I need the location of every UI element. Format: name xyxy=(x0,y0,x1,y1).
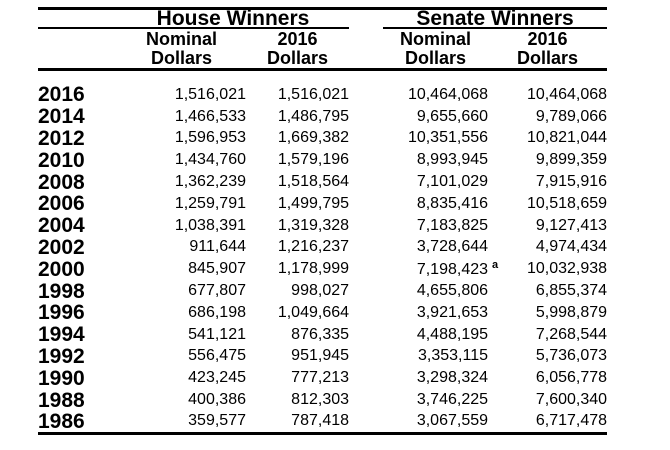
footnote-marker: a xyxy=(492,259,499,272)
senate-nominal-value xyxy=(383,215,488,237)
gap-cell xyxy=(349,367,383,389)
house-2016-text: 1,486,795 xyxy=(277,107,350,125)
table-row xyxy=(38,171,607,193)
table-row xyxy=(38,389,607,411)
senate-2016-value xyxy=(488,324,607,346)
house-nominal-text: 1,362,239 xyxy=(174,173,246,191)
senate-2016-text: 9,789,066 xyxy=(535,107,608,125)
house-2016-value xyxy=(246,237,349,259)
senate-nominal-value xyxy=(383,106,488,128)
senate-nominal-value xyxy=(383,411,488,434)
house-2016-value xyxy=(246,302,349,324)
row-year-label: 1998 xyxy=(38,279,85,303)
gap-cell xyxy=(349,411,383,434)
house-2016-text: 812,303 xyxy=(291,391,350,409)
house-nominal-value xyxy=(117,128,246,150)
house-nominal-header-dollars: Dollars xyxy=(117,48,246,69)
table-row xyxy=(38,106,607,128)
gap-cell xyxy=(349,302,383,324)
house-nominal-text: 686,198 xyxy=(188,303,246,321)
gap-cell xyxy=(349,48,383,69)
spacer-cell xyxy=(38,69,607,84)
gap-cell xyxy=(349,346,383,368)
senate-2016-text: 10,464,068 xyxy=(526,85,608,103)
house-nominal-text: 541,121 xyxy=(188,325,246,343)
house-2016-value xyxy=(246,346,349,368)
senate-2016-text: 6,855,374 xyxy=(535,282,608,300)
spacer-row xyxy=(38,69,607,84)
senate-2016-header-dollars: Dollars xyxy=(488,48,607,69)
house-nominal-value xyxy=(117,106,246,128)
house-nominal-value xyxy=(117,367,246,389)
house-2016-text: 777,213 xyxy=(291,369,350,387)
group-header-row xyxy=(38,9,607,29)
year-column-header-blank xyxy=(38,9,117,29)
house-2016-value xyxy=(246,215,349,237)
row-year-label: 2010 xyxy=(38,148,85,172)
table-row xyxy=(38,367,607,389)
senate-nominal-text: 4,488,195 xyxy=(416,325,489,343)
house-nominal-value xyxy=(117,411,246,434)
house-nominal-value xyxy=(117,171,246,193)
house-nominal-text: 677,807 xyxy=(188,282,246,300)
senate-2016-value xyxy=(488,237,607,259)
row-year-label: 1996 xyxy=(38,301,85,325)
senate-nominal-value xyxy=(383,193,488,215)
house-2016-text: 787,418 xyxy=(291,412,350,430)
house-nominal-text: 1,596,953 xyxy=(174,129,246,147)
house-nominal-value xyxy=(117,84,246,106)
house-nominal-value xyxy=(117,237,246,259)
house-nominal-text: 556,475 xyxy=(188,347,246,365)
senate-2016-text: 5,736,073 xyxy=(535,347,608,365)
house-nominal-text: 911,644 xyxy=(189,238,246,256)
house-2016-text: 876,335 xyxy=(291,325,350,343)
house-nominal-text: 1,516,021 xyxy=(174,85,246,103)
senate-nominal-text: 10,351,556 xyxy=(407,129,489,147)
row-year-label: 2004 xyxy=(38,214,85,238)
house-nominal-text: 1,466,533 xyxy=(174,107,246,125)
row-year-label: 2000 xyxy=(38,257,85,281)
table-body xyxy=(38,84,607,433)
blank-cell xyxy=(38,28,117,48)
senate-2016-value xyxy=(488,367,607,389)
gap-cell xyxy=(349,389,383,411)
senate-2016-text: 6,717,478 xyxy=(535,412,608,430)
house-nominal-text: 1,038,391 xyxy=(174,216,246,234)
senate-2016-text: 7,915,916 xyxy=(535,173,608,191)
senate-nominal-value xyxy=(383,84,488,106)
gap-cell xyxy=(349,106,383,128)
senate-nominal-text: 7,183,825 xyxy=(416,216,489,234)
senate-nominal-value xyxy=(383,302,488,324)
house-nominal-text: 845,907 xyxy=(188,260,246,278)
senate-nominal-text: 7,101,029 xyxy=(416,173,489,191)
gap-cell xyxy=(349,171,383,193)
senate-nominal-value xyxy=(383,280,488,302)
row-year-label: 2006 xyxy=(38,192,85,216)
house-nominal-value xyxy=(117,302,246,324)
row-year-label: 1986 xyxy=(38,411,117,434)
house-2016-text: 1,518,564 xyxy=(277,173,350,191)
senate-2016-value xyxy=(488,171,607,193)
house-2016-value xyxy=(246,324,349,346)
house-nominal-value xyxy=(117,389,246,411)
gap-cell xyxy=(349,84,383,106)
house-2016-value xyxy=(246,84,349,106)
table-row xyxy=(38,193,607,215)
senate-nominal-value xyxy=(383,128,488,150)
senate-winners-group-header: Senate Winners xyxy=(383,9,607,29)
senate-2016-value xyxy=(488,149,607,171)
house-2016-text: 1,319,328 xyxy=(277,216,350,234)
house-2016-value xyxy=(246,171,349,193)
subheader-row-line2 xyxy=(38,48,607,69)
senate-nominal-text: 3,298,324 xyxy=(416,369,489,387)
senate-2016-text: 5,998,879 xyxy=(535,303,608,321)
house-nominal-text: 400,386 xyxy=(188,391,246,409)
gap-cell xyxy=(349,280,383,302)
senate-2016-text: 10,518,659 xyxy=(526,194,608,212)
table-row xyxy=(38,128,607,150)
subheader-row-line1 xyxy=(38,28,607,48)
gap-cell xyxy=(349,215,383,237)
table-row xyxy=(38,149,607,171)
senate-nominal-value xyxy=(383,367,488,389)
table-row xyxy=(38,258,607,280)
senate-2016-value xyxy=(488,302,607,324)
senate-2016-header: 2016 xyxy=(527,28,568,49)
house-2016-text: 1,049,664 xyxy=(277,303,350,321)
house-2016-header: 2016 xyxy=(277,28,318,49)
house-nominal-value xyxy=(117,280,246,302)
house-2016-text: 1,178,999 xyxy=(277,260,350,278)
house-nominal-header: Nominal xyxy=(145,28,217,49)
table-row xyxy=(38,411,607,434)
gap-cell xyxy=(349,237,383,259)
senate-nominal-text: 9,655,660 xyxy=(416,107,489,125)
senate-nominal-value xyxy=(383,171,488,193)
gap-cell xyxy=(349,149,383,171)
gap-cell xyxy=(349,28,383,48)
senate-nominal-value xyxy=(383,389,488,411)
senate-nominal-value xyxy=(383,324,488,346)
row-year-label: 1990 xyxy=(38,366,85,390)
table-row xyxy=(38,302,607,324)
senate-2016-value xyxy=(488,411,607,434)
row-year-label: 2012 xyxy=(38,126,85,150)
gap-cell xyxy=(349,193,383,215)
house-2016-value xyxy=(246,280,349,302)
row-year-label: 2014 xyxy=(38,105,85,129)
house-2016-value xyxy=(246,149,349,171)
senate-nominal-text: 3,728,644 xyxy=(416,238,489,256)
row-year-label: 1992 xyxy=(38,344,85,368)
senate-2016-text: 6,056,778 xyxy=(535,369,608,387)
senate-2016-value xyxy=(488,280,607,302)
house-nominal-text: 1,259,791 xyxy=(174,194,246,212)
table-row xyxy=(38,280,607,302)
senate-nominal-value xyxy=(383,258,499,280)
senate-2016-value xyxy=(488,128,607,150)
house-2016-text: 1,669,382 xyxy=(277,129,350,147)
senate-2016-text: 9,899,359 xyxy=(535,151,608,169)
row-year-label: 2016 xyxy=(38,83,85,107)
house-nominal-value xyxy=(117,193,246,215)
senate-2016-value xyxy=(488,106,607,128)
house-2016-value xyxy=(246,193,349,215)
senate-nominal-text: 4,655,806 xyxy=(416,282,489,300)
house-2016-text: 1,516,021 xyxy=(277,85,350,103)
winners-table xyxy=(38,7,607,435)
senate-nominal-text: 3,921,653 xyxy=(416,303,489,321)
table-row xyxy=(38,346,607,368)
house-2016-text: 1,216,237 xyxy=(277,238,350,256)
senate-2016-value xyxy=(488,389,607,411)
senate-2016-text: 10,032,938 xyxy=(526,260,608,278)
senate-nominal-text: 10,464,068 xyxy=(407,85,489,103)
senate-nominal-text: 3,353,115 xyxy=(418,347,489,365)
house-2016-value xyxy=(246,389,349,411)
house-winners-group-header: House Winners xyxy=(117,9,349,29)
house-2016-value xyxy=(246,128,349,150)
senate-nominal-text: 3,746,225 xyxy=(416,391,489,409)
house-2016-value xyxy=(246,106,349,128)
house-2016-value xyxy=(246,367,349,389)
senate-2016-text: 9,127,413 xyxy=(535,216,608,234)
house-nominal-text: 1,434,760 xyxy=(174,151,246,169)
house-nominal-value xyxy=(117,258,246,280)
senate-2016-value xyxy=(488,258,607,280)
house-nominal-value xyxy=(117,324,246,346)
gap-cell xyxy=(349,258,383,280)
table-row xyxy=(38,324,607,346)
senate-2016-value xyxy=(488,215,607,237)
senate-nominal-text: 3,067,559 xyxy=(416,412,489,430)
table-row xyxy=(38,237,607,259)
house-nominal-value xyxy=(117,346,246,368)
house-2016-text: 998,027 xyxy=(291,282,350,300)
senate-2016-text: 4,974,434 xyxy=(535,238,608,256)
gap-cell xyxy=(349,128,383,150)
house-nominal-text: 423,245 xyxy=(188,369,246,387)
senate-nominal-header: Nominal xyxy=(400,28,472,49)
house-2016-value xyxy=(246,411,349,434)
row-year-label: 2008 xyxy=(38,170,85,194)
senate-2016-value xyxy=(488,84,607,106)
senate-nominal-text: 7,198,423 xyxy=(416,261,489,279)
senate-nominal-text: 8,993,945 xyxy=(416,151,489,169)
senate-2016-value xyxy=(488,346,607,368)
house-2016-text: 1,579,196 xyxy=(277,151,350,169)
house-2016-text: 1,499,795 xyxy=(277,194,350,212)
senate-nominal-value xyxy=(383,237,488,259)
house-2016-text: 951,945 xyxy=(291,347,350,365)
senate-nominal-text: 8,835,416 xyxy=(416,194,489,212)
senate-nominal-value xyxy=(383,149,488,171)
blank-cell xyxy=(38,48,117,69)
senate-nominal-value xyxy=(383,346,488,368)
senate-2016-text: 10,821,044 xyxy=(526,129,608,147)
house-nominal-value xyxy=(117,215,246,237)
house-nominal-value xyxy=(117,149,246,171)
row-year-label: 1994 xyxy=(38,323,85,347)
house-2016-header-dollars: Dollars xyxy=(246,48,349,69)
row-year-label: 1988 xyxy=(38,388,85,412)
table-row xyxy=(38,84,607,106)
senate-2016-text: 7,600,340 xyxy=(535,391,608,409)
senate-2016-value xyxy=(488,193,607,215)
senate-nominal-header-dollars: Dollars xyxy=(383,48,488,69)
house-2016-value xyxy=(246,258,349,280)
group-gap-cell xyxy=(349,9,383,29)
gap-cell xyxy=(349,324,383,346)
senate-2016-text: 7,268,544 xyxy=(535,325,608,343)
row-year-label: 2002 xyxy=(38,235,85,259)
table-row xyxy=(38,215,607,237)
house-nominal-text: 359,577 xyxy=(188,412,246,430)
